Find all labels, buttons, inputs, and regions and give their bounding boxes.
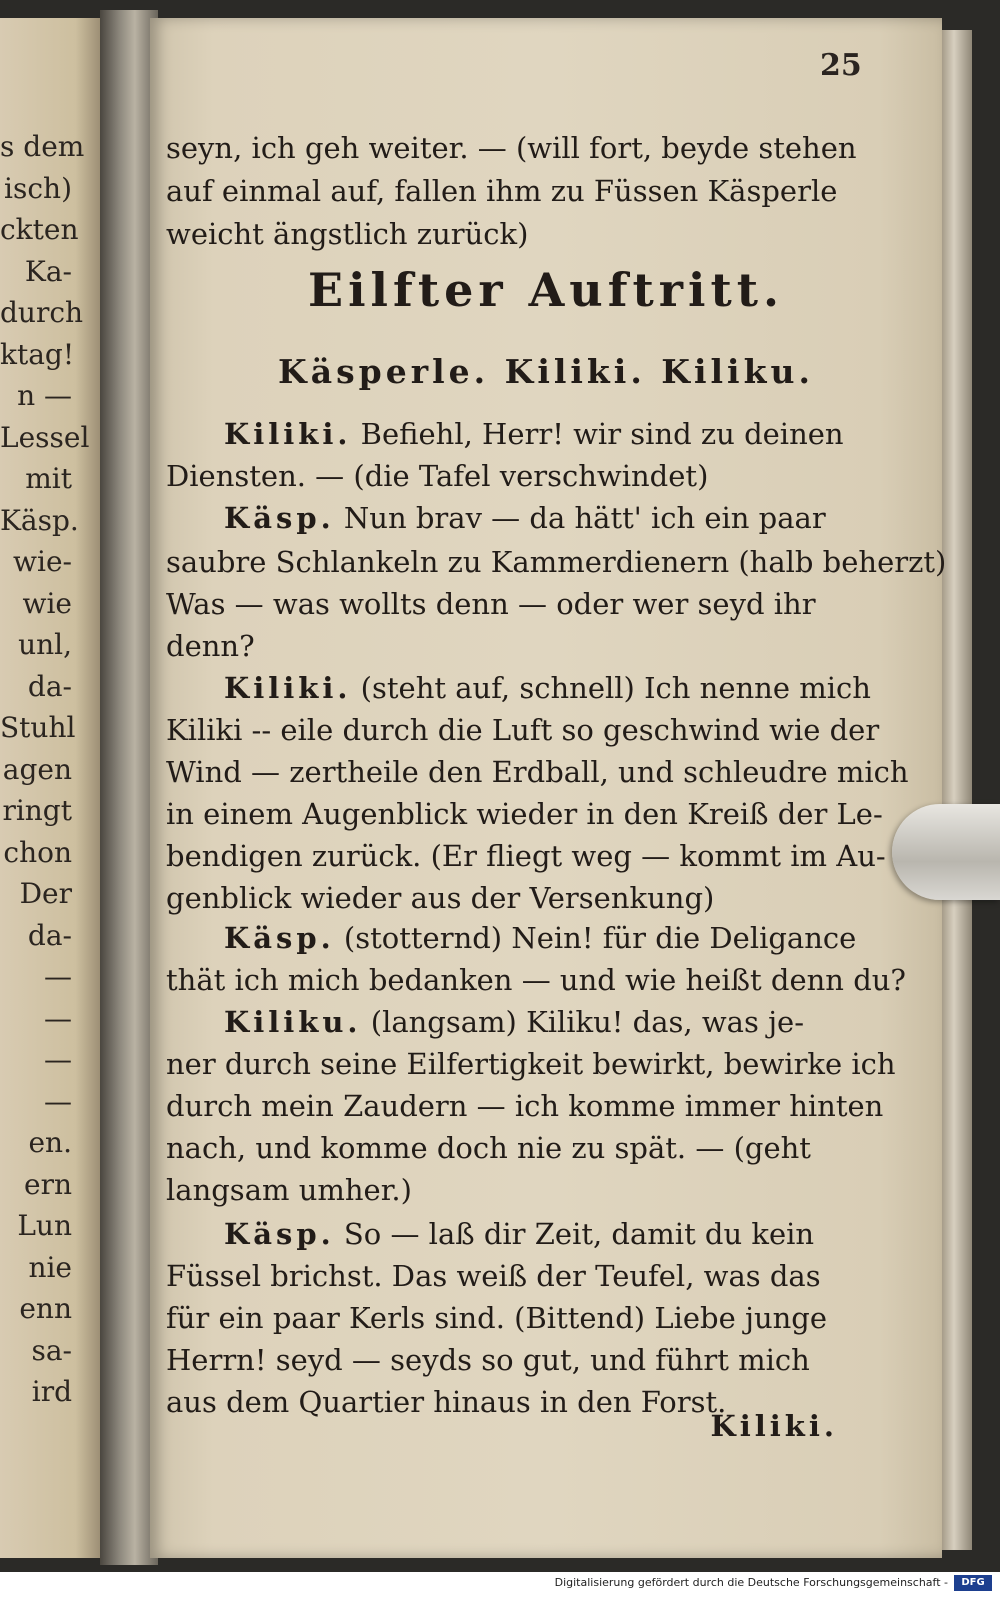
- left-page-line: ktag!: [0, 337, 75, 371]
- dialogue-text: Befiehl, Herr! wir sind zu deinen: [351, 417, 844, 451]
- dialogue-line: [166, 456, 872, 496]
- left-page-line: agen: [2, 752, 72, 786]
- dialogue-line: [166, 960, 906, 1000]
- dialogue-text: nach, und komme doch nie zu spät. — (geht: [166, 1131, 811, 1165]
- left-page-line: chon: [3, 835, 72, 869]
- left-page-line: Der: [19, 877, 72, 910]
- dialogue-text: Kiliki -- eile durch die Luft so geschwind wie der: [166, 713, 880, 747]
- dialogue-text: Nun brav — da hätt' ich ein paar: [334, 501, 826, 535]
- dialogue-line: [166, 752, 909, 792]
- footer-bar: [0, 1572, 1000, 1597]
- dfg-logo: DFG: [954, 1575, 992, 1591]
- dialogue-line: [166, 878, 872, 918]
- left-page-line: —: [44, 1001, 72, 1035]
- dialogue-text: bendigen zurück. (Er fliegt weg — kommt im Au-: [166, 839, 886, 873]
- footer-credit: Digitalisierung gefördert durch die Deutsche Forschungsgemeinschaft -: [554, 1576, 948, 1589]
- dialogue-line: [166, 1044, 896, 1084]
- speaker-name: Käsp.: [224, 921, 335, 955]
- dialogue-line: [166, 668, 872, 708]
- left-page-line: Käsp.: [0, 503, 79, 537]
- dialogue-line: [166, 584, 872, 624]
- left-page-line: —: [44, 1043, 72, 1076]
- dialogue-line: [166, 1298, 872, 1338]
- dialogue-line: [166, 1340, 872, 1380]
- left-page-line: —: [44, 960, 72, 993]
- dialogue-line: [166, 1128, 872, 1168]
- dialogue-text: Wind — zertheile den Erdball, und schleudre mich: [166, 755, 909, 789]
- left-page-line: Stuhl: [0, 711, 76, 744]
- dialogue-text: für ein paar Kerls sind. (Bittend) Liebe junge: [166, 1301, 828, 1335]
- speaker-name: Kiliki.: [224, 671, 352, 705]
- dialogue-text: saubre Schlankeln zu Kammerdienern (halb beherzt): [166, 545, 947, 579]
- left-page-line: s dem: [0, 130, 85, 163]
- speaker-name: Kiliku.: [224, 1005, 362, 1039]
- dialogue-text: (steht auf, schnell) Ich nenne mich: [351, 671, 871, 705]
- dialogue-line: [166, 836, 886, 876]
- dialogue-text: Was — was wollts denn — oder wer seyd ihr: [166, 587, 816, 621]
- dialogue-text: thät ich mich bedanken — und wie heißt denn du?: [166, 963, 906, 997]
- dialogue-text: genblick wieder aus der Versenkung): [166, 881, 715, 915]
- text-line: weicht ängstlich zurück): [166, 217, 529, 251]
- left-page-line: —: [44, 1084, 72, 1118]
- left-page-line: da-: [27, 918, 72, 952]
- left-page-line: ird: [31, 1375, 72, 1408]
- dialogue-line: [166, 414, 872, 454]
- dialogue-text: So — laß dir Zeit, damit du kein: [334, 1217, 815, 1251]
- text-line: seyn, ich geh weiter. — (will fort, beyde stehen: [166, 131, 857, 165]
- left-page-line: Lun: [17, 1209, 72, 1242]
- dialogue-line: [166, 1086, 884, 1126]
- dialogue-text: Diensten. — (die Tafel verschwindet): [166, 459, 709, 493]
- left-page-line: isch): [4, 171, 72, 205]
- dialogue-text: denn?: [166, 629, 255, 663]
- left-page-line: enn: [19, 1292, 72, 1325]
- dialogue-text: (langsam) Kiliku! das, was je-: [361, 1005, 805, 1039]
- dialogue-line: [166, 1170, 872, 1210]
- left-page-fragment: [0, 18, 108, 1558]
- left-page-line: mit: [25, 462, 72, 495]
- dialogue-line: [166, 1256, 872, 1296]
- dialogue-text: Füssel brichst. Das weiß der Teufel, was das: [166, 1259, 821, 1293]
- dialogue-line: [166, 1002, 872, 1042]
- text-line: auf einmal auf, fallen ihm zu Füssen Käsperle: [166, 174, 838, 208]
- dialogue-text: (stotternd) Nein! für die Deligance: [334, 921, 857, 955]
- speaker-list: Käsperle. Kiliki. Kiliku.: [278, 352, 814, 391]
- page-clip: [892, 804, 1000, 900]
- speaker-name: Käsp.: [224, 1217, 335, 1251]
- page-number: 25: [820, 48, 862, 83]
- dialogue-text: langsam umher.): [166, 1173, 412, 1207]
- scene-heading: Eilfter Auftritt.: [308, 263, 784, 317]
- speaker-name: Kiliki.: [224, 417, 352, 451]
- left-page-line: durch: [0, 296, 84, 329]
- left-page-line: wie-: [13, 545, 72, 578]
- dialogue-line: [166, 918, 872, 958]
- dialogue-text: in einem Augenblick wieder in den Kreiß der Le-: [166, 797, 883, 831]
- left-page-line: ckten: [0, 213, 79, 246]
- dialogue-text: durch mein Zaudern — ich komme immer hinten: [166, 1089, 884, 1123]
- left-page-line: en.: [28, 1126, 72, 1159]
- page-edge: [942, 30, 972, 1550]
- left-page-line: da-: [27, 669, 72, 703]
- dialogue-line: [166, 1214, 872, 1254]
- dialogue-line: [166, 626, 872, 666]
- dialogue-line: [166, 710, 880, 750]
- left-page-line: n —: [17, 379, 72, 412]
- dialogue-line: [166, 794, 883, 834]
- left-page-line: Lessel: [0, 420, 90, 454]
- dialogue-text: Herrn! seyd — seyds so gut, und führt mich: [166, 1343, 810, 1377]
- left-page-line: ringt: [2, 794, 72, 827]
- left-page-line: unl,: [18, 628, 72, 661]
- left-page-line: wie: [22, 586, 72, 620]
- left-page-line: nie: [28, 1250, 72, 1284]
- catchword: Kiliki.: [710, 1409, 838, 1443]
- left-page-line: ern: [24, 1167, 72, 1201]
- left-page-line: Ka-: [24, 254, 72, 288]
- dialogue-line: [166, 542, 947, 582]
- dialogue-text: ner durch seine Eilfertigkeit bewirkt, bewirke ich: [166, 1047, 896, 1081]
- dialogue-text: aus dem Quartier hinaus in den Forst.: [166, 1385, 727, 1419]
- speaker-name: Käsp.: [224, 501, 335, 535]
- dialogue-line: [166, 498, 872, 538]
- left-page-line: sa-: [31, 1333, 72, 1367]
